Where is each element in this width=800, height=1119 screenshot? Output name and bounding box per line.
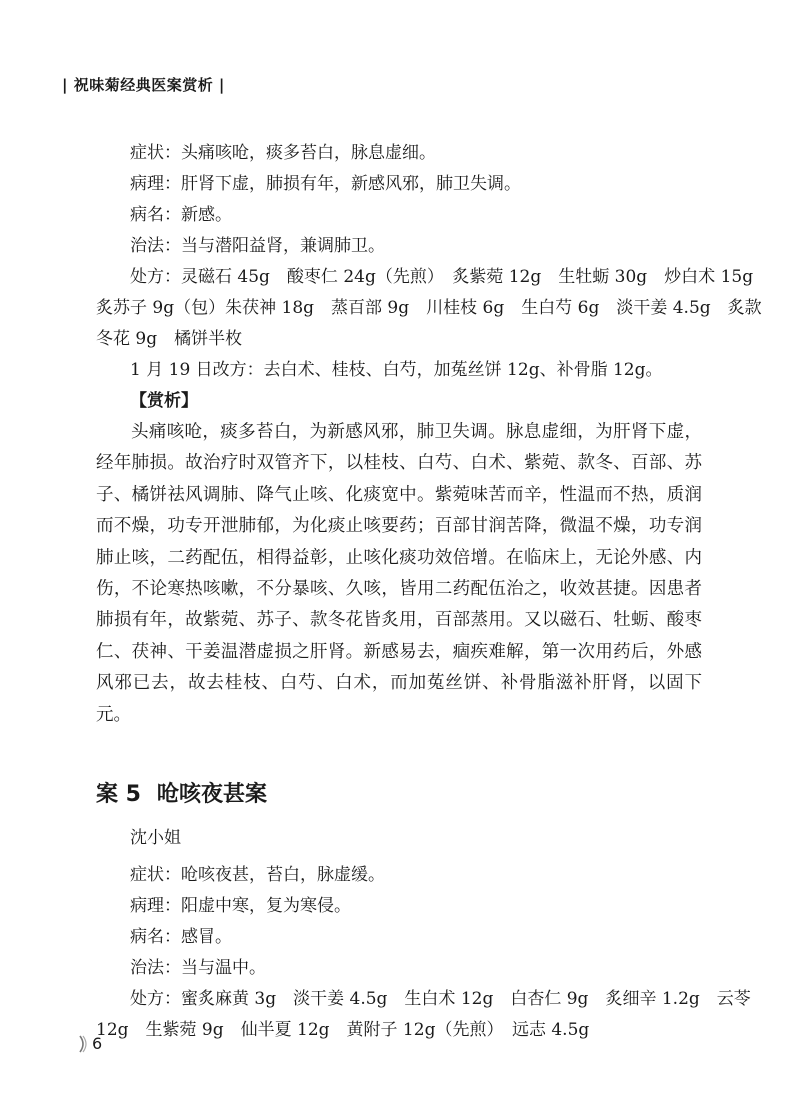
case5-diagnosis: 病名：感冒。 bbox=[130, 927, 232, 948]
case5-prescription-line-1: 处方：蜜炙麻黄 3g 淡干姜 4.5g 生白术 12g 白杏仁 9g 炙细辛 1.2g 云苓 bbox=[130, 989, 751, 1010]
analysis-heading: 【赏析】 bbox=[130, 391, 198, 411]
case4-prescription-line-2: 炙苏子 9g（包）朱茯神 18g 蒸百部 9g 川桂枝 6g 生白芍 6g 淡干姜 4.5g 炙款 bbox=[96, 298, 762, 318]
page-number: 6 bbox=[92, 1034, 103, 1053]
case4-treatment: 治法：当与潜阳益肾，兼调肺卫。 bbox=[130, 236, 385, 256]
case5-title: 呛咳夜甚案 bbox=[156, 782, 267, 808]
case5-patient: 沈小姐 bbox=[130, 828, 181, 849]
case5-number: 案 5 bbox=[96, 782, 141, 808]
analysis-paragraph: 头痛咳呛，痰多苔白，为新感风邪，肺卫失调。脉息虚细，为肝肾下虚，经年肺损。故治疗时双管齐下，以桂枝、白芍、白术、紫菀、款冬、百部、苏子、橘饼祛风调肺、降气止咳、化痰宽中。紫菀味苦而辛，性温而不热，质润而不燥，功专开泄肺郁，为化痰止咳要药；百部甘润苦降，微温不燥，功专润肺止咳，二药配伍，相得益彰，止咳化痰功效倍增。在临床上，无论外感、内伤，不论寒热咳嗽，不分暴咳、久咳，皆用二药配伍治之，收效甚捷。因患者肺损有年，故紫菀、苏子、款冬花皆炙用，百部蒸用。又以磁石、牡蛎、酸枣仁、茯神、干姜温潜虚损之肝肾。新感易去，痼疾难解，第一次用药后，外感风邪已去，故去桂枝、白芍、白术，而加菟丝饼、补骨脂滋补肝肾，以固下元。 bbox=[96, 422, 702, 725]
case5-treatment: 治法：当与温中。 bbox=[130, 958, 266, 979]
page-content bbox=[96, 138, 762, 1046]
case4-prescription-line-3: 冬花 9g 橘饼半枚 bbox=[96, 329, 243, 349]
case4-pathology: 病理：肝肾下虚，肺损有年，新感风邪，肺卫失调。 bbox=[130, 174, 521, 194]
case5-prescription-line-2: 12g 生紫菀 9g 仙半夏 12g 黄附子 12g（先煎） 远志 4.5g bbox=[96, 1020, 590, 1041]
page-ornament-icon bbox=[78, 1035, 88, 1053]
page-footer bbox=[78, 1034, 102, 1053]
case5-heading bbox=[96, 767, 702, 823]
case5-pathology: 病理：阳虚中寒，复为寒侵。 bbox=[130, 896, 351, 917]
case5-symptoms: 症状：呛咳夜甚，苔白，脉虚缓。 bbox=[130, 865, 385, 886]
case4-prescription-line-1: 处方：灵磁石 45g 酸枣仁 24g（先煎） 炙紫菀 12g 生牡蛎 30g 炒白术 15g bbox=[130, 267, 754, 287]
running-header: | 祝味菊经典医案赏析 | bbox=[62, 76, 225, 94]
case4-revision: 1 月 19 日改方：去白术、桂枝、白芍，加菟丝饼 12g、补骨脂 12g。 bbox=[130, 360, 663, 380]
case4-symptoms: 症状：头痛咳呛，痰多苔白，脉息虚细。 bbox=[130, 143, 436, 163]
case4-diagnosis: 病名：新感。 bbox=[130, 205, 232, 225]
